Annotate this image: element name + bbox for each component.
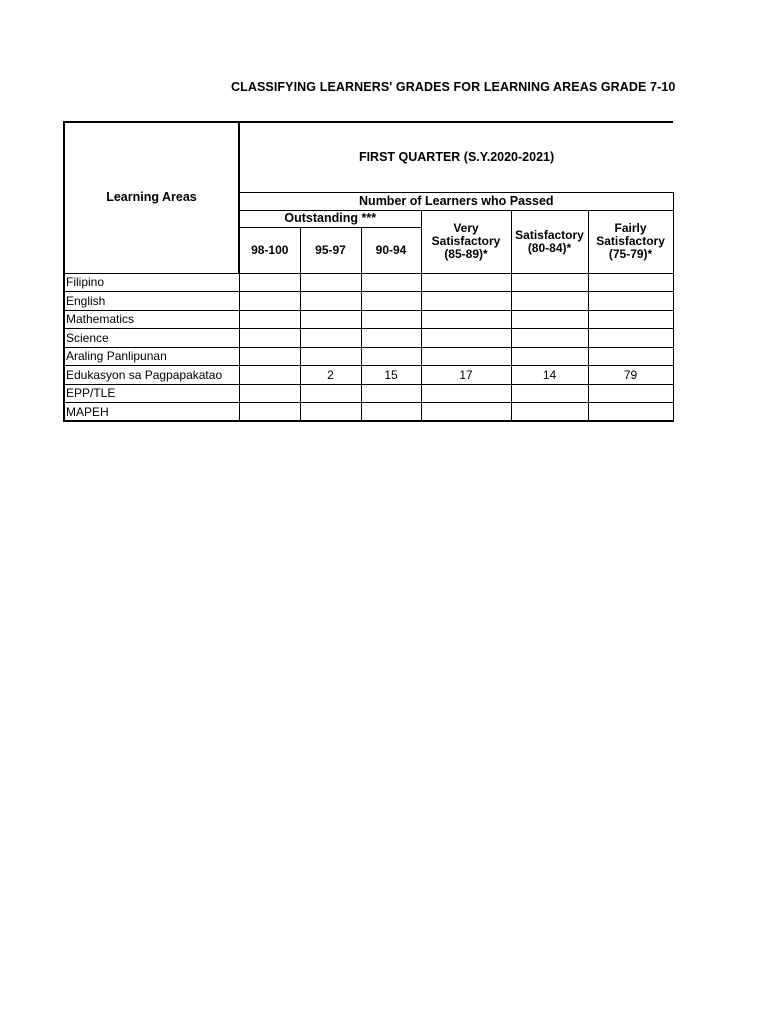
- area-name: Filipino: [64, 273, 239, 292]
- satisfactory-line-1: Satisfactory: [515, 227, 584, 242]
- table-cell: [239, 310, 300, 329]
- fairly-satisfactory-header: [588, 210, 673, 273]
- table-row: [64, 347, 673, 366]
- table-cell: [588, 292, 673, 311]
- table-cell: [588, 273, 673, 292]
- table-cell: [511, 292, 588, 311]
- very-satisfactory-line-3: (85-89)*: [444, 247, 488, 261]
- table-cell: [300, 273, 361, 292]
- learning-areas-header: Learning Areas: [64, 122, 239, 273]
- range-95-97-header: 95-97: [300, 227, 361, 273]
- table-cell: [239, 273, 300, 292]
- table-cell: [511, 273, 588, 292]
- table-cell: 79: [588, 366, 673, 385]
- table-cell: [588, 329, 673, 348]
- table-cell: 14: [511, 366, 588, 385]
- table-cell: [361, 273, 421, 292]
- grades-table: [63, 121, 674, 422]
- very-satisfactory-line-2: Satisfactory: [431, 234, 501, 248]
- table-cell: [421, 329, 511, 348]
- area-name: Science: [64, 329, 239, 348]
- area-name: Mathematics: [64, 310, 239, 329]
- area-name: English: [64, 292, 239, 311]
- table-row: [64, 273, 673, 292]
- table-cell: [421, 310, 511, 329]
- table-cell: [421, 292, 511, 311]
- table-row: [64, 292, 673, 311]
- satisfactory-line-2: (80-84)*: [527, 240, 572, 255]
- table-cell: [421, 403, 511, 422]
- area-name: Araling Panlipunan: [64, 347, 239, 366]
- table-cell: 17: [421, 366, 511, 385]
- outstanding-header: Outstanding ***: [239, 210, 421, 227]
- table-cell: [300, 329, 361, 348]
- table-cell: [421, 347, 511, 366]
- table-cell: 15: [361, 366, 421, 385]
- table-cell: [361, 403, 421, 422]
- satisfactory-header: [511, 210, 588, 273]
- table-cell: [511, 384, 588, 403]
- table-cell: [511, 403, 588, 422]
- table-cell: [239, 329, 300, 348]
- area-name: Edukasyon sa Pagpapakatao: [64, 366, 239, 385]
- table-cell: [511, 329, 588, 348]
- table-cell: [361, 310, 421, 329]
- table-cell: [511, 310, 588, 329]
- table-cell: [239, 292, 300, 311]
- table-row: [64, 366, 673, 385]
- document-title: CLASSIFYING LEARNERS' GRADES FOR LEARNING AREAS GRADE 7-10: [231, 80, 676, 94]
- area-name: MAPEH: [64, 403, 239, 422]
- table-cell: [300, 310, 361, 329]
- table-cell: [588, 403, 673, 422]
- passed-header: Number of Learners who Passed: [239, 192, 673, 210]
- very-satisfactory-header: [421, 210, 511, 273]
- table-cell: [239, 403, 300, 422]
- table-cell: [361, 292, 421, 311]
- table-cell: [239, 366, 300, 385]
- very-satisfactory-line-1: Very: [453, 221, 479, 235]
- table-cell: [300, 347, 361, 366]
- area-name: EPP/TLE: [64, 384, 239, 403]
- table-cell: [361, 347, 421, 366]
- table-row: [64, 329, 673, 348]
- table-row: [64, 403, 673, 422]
- fairly-satisfactory-line-1: Fairly: [614, 221, 647, 235]
- table-cell: [361, 384, 421, 403]
- table-cell: [239, 384, 300, 403]
- table-row: [64, 384, 673, 403]
- table-cell: [588, 347, 673, 366]
- table-cell: [239, 347, 300, 366]
- table-row: [64, 310, 673, 329]
- fairly-satisfactory-line-2: Satisfactory: [596, 234, 665, 248]
- table-cell: [588, 384, 673, 403]
- table-cell: [588, 310, 673, 329]
- range-98-100-header: 98-100: [239, 227, 300, 273]
- fairly-satisfactory-line-3: (75-79)*: [608, 247, 653, 261]
- table-cell: [511, 347, 588, 366]
- table-cell: [300, 292, 361, 311]
- range-90-94-header: 90-94: [361, 227, 421, 273]
- table-cell: 2: [300, 366, 361, 385]
- quarter-header: FIRST QUARTER (S.Y.2020-2021): [239, 122, 673, 192]
- table-cell: [421, 384, 511, 403]
- table-cell: [300, 403, 361, 422]
- table-cell: [300, 384, 361, 403]
- table-cell: [421, 273, 511, 292]
- table-cell: [361, 329, 421, 348]
